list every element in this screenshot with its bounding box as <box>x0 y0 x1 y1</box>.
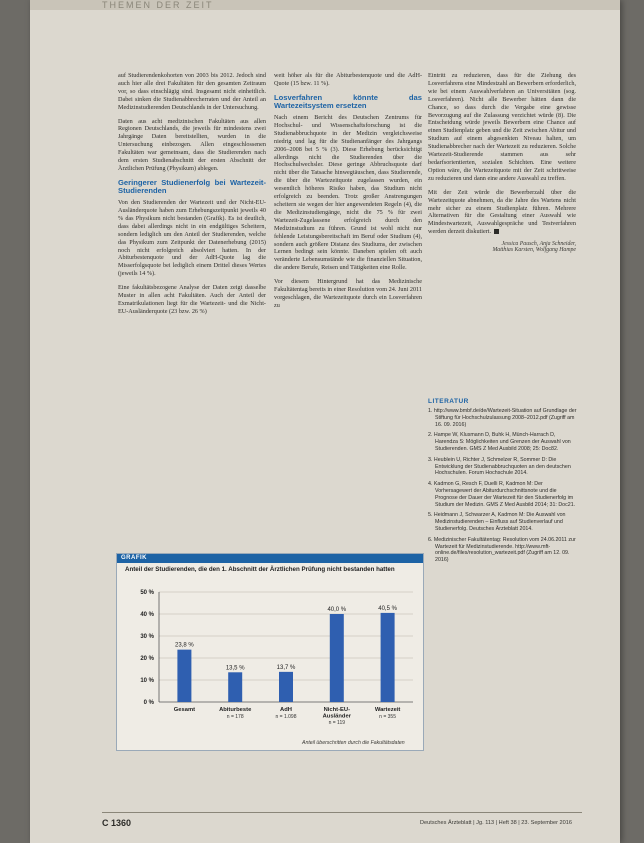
graph-source: Anteil überschritten durch die Fakultätsdaten <box>302 740 405 746</box>
paragraph: Nach einem Bericht des Deutschen Zentrums für Hochschul- und Wissenschaftsforschung ist die Studienabbruchquote in der Medizin vergleichsweise niedrig und lag für die Studienanfänger des Jahrgangs 2006–2008 bei 5 % (3). Diese Erhebung berücksichtigt allerdings nicht die Studierenden über die Hochschulwechsler. Diese geringe Abbruchsquote darf nicht über die Tatsache hinwegtäuschen, dass Studierende, die über die Wartezeitquote zugelassen wurden, ein wesentlich höheres Risiko haben, das Studium nicht erfolgreich zu beenden. Trotz großer Anstrengungen scheitern sie wegen der hier angewendeten Regeln (4), die die Medizinstudiengänge, nicht die 75 % für zwei Wartezeit-Zugelassene erfolgreich durch den Medizinstudium zu führen. Grund ist wohl nicht nur fehlende Leistungsbereitschaft im Beruf oder Studium (4), sondern auch größere Distanz des Studiums, der zwischen Lernen bedingt sein könnte. Daneben spielen oft auch veränderte Lebensumstände wie die finanziellen Situation, die andere Berufe, Reisen und Tätigkeiten eine Rolle. <box>274 114 422 272</box>
paragraph: Eine fakultätsbezogene Analyse der Daten zeigt dasselbe Muster in allen acht Fakultäten. Auch der Anteil der Exmatrikulationen liegt für die Wartezeit- und die Nicht-EU-Ausländerquote (23 bzw. 26 %) <box>118 284 266 315</box>
x-tick-label: Gesamt <box>173 707 196 713</box>
bar-chart <box>117 584 423 744</box>
journal-citation: Deutsches Ärzteblatt | Jg. 113 | Heft 38 | 23. September 2016 <box>420 820 572 826</box>
column-2 <box>274 72 422 316</box>
graph-caption: Anteil der Studierenden, die den 1. Abschnitt der Ärztlichen Prüfung nicht bestanden hatten <box>125 566 395 573</box>
data-label: 13,5 % <box>225 665 245 672</box>
bar <box>228 672 242 702</box>
y-tick-label: 50 % <box>140 590 154 596</box>
page-number: C 1360 <box>102 818 132 828</box>
paragraph: Eintritt zu reduzieren, dass für die Ziehung des Losverfahrens eine Mindestzahl an Bewerbern erforderlich, wie bei einem Auswahlverfahren an Universitäten (sog. Losverfahren). Nicht alle Bewerber hätten dann die Chance, so dass durch die Vergabe eine gewisse Bevorzugung auf die Zulassung verzichtet würde (8). Die Entscheidung würde jeweils Bewerbern eine Chance auf einen Studienplatz geben und die Zeit zwischen Abitur und Studium auf einem abgesenkten Niveau halten, um Studienabbrecher nach der Wartezeit zu reduzieren. Solche Wartezeit-Studierende stammen aus sehr bedarfsorientierten, sozialen Schichten. Eine weitere Option wäre, die Wartezeitquote mit der Zeit schrittweise zu reduzieren und dann eine andere Auswahl zu treffen. <box>428 72 576 182</box>
x-tick-label: Abiturbeste <box>219 707 252 713</box>
paragraph-text: Mit der Zeit würde die Bewerberzahl über die Wartezeitquote abnehmen, da die Jahre des Wartens nicht mehr sicher zu einem Studienplatz führen. Mehrere Alternativen für die Gestaltung einer Auswahl wie Mindestwartezeit, Auswahlgespräche und Testverfahren werden derzeit diskutiert. <box>428 188 576 236</box>
data-label: 13,7 % <box>276 664 296 671</box>
paragraph: Vor diesem Hintergrund hat das Medizinische Fakultätentag bereits in einer Resolution vom 24. Juni 2011 vorgeschlagen, die Wartezeitquote durch ein Losverfahren zu <box>274 278 422 309</box>
paragraph: weit höher als für die Abiturbestenquote und die AdH-Quote (15 bzw. 11 %). <box>274 72 422 87</box>
magazine-page <box>30 0 620 843</box>
bar <box>177 650 191 702</box>
paragraph: auf Studierendenkohorten von 2003 bis 2012. Jedoch sind auch hier alle drei Fakultäten für den gesamten Zeitraum vor, so dass einschlägig sind. Insgesamt nicht einheitlich. Dabei sinken die Studienabbrecherraten und der Anteil an Medizinstudierenden Deutschlands in der Untersuchung. <box>118 72 266 111</box>
category-note: n = 178 <box>226 714 244 720</box>
x-tick-label: AdH <box>280 707 292 713</box>
authors-line-2: Matthias Karsten, Wolfgang Hampe <box>492 247 576 254</box>
subheading: Geringerer Studienerfolg bei Wartezeit-Studierenden <box>118 177 266 196</box>
literature-item: 4. Kadmon G, Resch F, Duelli R, Kadmon M: Der Vorhersagewert der Abiturdurchschnittsnote und die Prognose der Dauer der Wartezeit für den Studienerfolg im Studium der Medizin. GMS Z Med Ausbild 2014; 31: Doc21. <box>428 481 576 508</box>
graph-header-label: GRAFIK <box>121 555 147 561</box>
paragraph <box>428 189 576 236</box>
y-tick-label: 40 % <box>140 612 154 618</box>
x-tick-label: Nicht-EU-Ausländer <box>322 707 351 720</box>
column-3 <box>428 72 576 254</box>
literature-item: 6. Medizinischer Fakultätentag: Resolution vom 24.06.2011 zur Wartezeit für Medizinstudierende. http://www.mft-online.de/files/resolution_wartezeit.pdf (Zugriff am 12. 09. 2016) <box>428 536 576 564</box>
y-tick-label: 0 % <box>143 700 154 706</box>
x-tick-label: Wartezeit <box>374 707 401 713</box>
paragraph: Daten aus acht medizinischen Fakultäten aus allen Regionen Deutschlands, die jeweils für mindestens zwei Jahrgänge Daten bereitstellten, wurden in die Untersuchung einbezogen. Allen eingeschlossenen Fakultäten war gemeinsam, dass die Studierenden nach dem ersten Studienabschnitt der ersten Abschnitt der Ärztlichen Prüfung (Physikum) ablegen. <box>118 117 266 172</box>
y-tick-label: 10 % <box>140 678 154 684</box>
column-1 <box>118 72 266 322</box>
literature-item: 3. Heublein U, Richter J, Schmelzer R, Sommer D: Die Entwicklung der Studienabbruchquoten an den deutschen Hochschulen. Forum Hochschule 2014. <box>428 456 571 477</box>
data-label: 23,8 % <box>175 642 194 649</box>
subheading: Losverfahren könnte das Wartezeitsystem ersetzen <box>274 92 422 111</box>
category-note: n = 355 <box>379 714 397 720</box>
bar <box>330 614 344 702</box>
y-tick-label: 30 % <box>140 634 154 640</box>
literature-title: LITERATUR <box>428 398 469 405</box>
data-label: 40,5 % <box>378 605 397 612</box>
graph-box <box>116 553 424 751</box>
category-note: n = 119 <box>328 720 346 726</box>
y-tick-label: 20 % <box>140 656 154 662</box>
section-title: THEMEN DER ZEIT <box>102 0 214 10</box>
data-label: 40,0 % <box>327 607 347 613</box>
bar <box>279 672 293 702</box>
bar <box>381 613 395 702</box>
literature-item: 5. Heidmann J, Schwarzer A, Kadmon M: Die Auswahl von Medizinstudierenden – Einfluss auf Studienverlauf und Studienerfolg. Deutsches Ärzteblatt 2014. <box>428 512 566 532</box>
end-mark-icon <box>494 229 499 234</box>
paragraph: Von den Studierenden der Wartezeit und der Nicht-EU-Ausländerquote haben zum Erhebungszeitpunkt jeweils 40 % das Physikum nicht bestanden (Grafik). Es ist deutlich, dass dabei allerdings nicht in ein endgültiges Scheitern, sondern lediglich um den Anteil der Studierenden, welche das Physikum zum Zeitpunkt der Datenerhebung (2015) noch nicht erfolgreich absolviert hatten. In der Abiturbestenquote und der AdH-Quote lag die Misserfolgsquote bei lediglich einem Drittel dieses Wertes (jeweils 14 %). <box>118 199 266 278</box>
category-note: n = 1.098 <box>275 714 297 720</box>
literature-item: 2. Hampe W, Klusmann D, Buhk H, Münch-Harrach D, Harendza S: Möglichkeiten und Grenzen der Auswahl von Studierenden. GMS Z Med Ausbild 2008; 25: Doc82. <box>428 432 571 452</box>
authors-line-1: Jessica Pausch, Anja Schneider, <box>501 241 576 248</box>
literature-list <box>428 408 578 568</box>
graph-header <box>117 554 423 563</box>
footer-rule <box>102 812 582 813</box>
literature-item: 1. http://www.bmbf.de/de/Wartezeit-Situation auf Grundlage der Stiftung für Hochschulzulassung 2008–2012.pdf (Zugriff am 16. 09. 2016) <box>428 408 577 428</box>
